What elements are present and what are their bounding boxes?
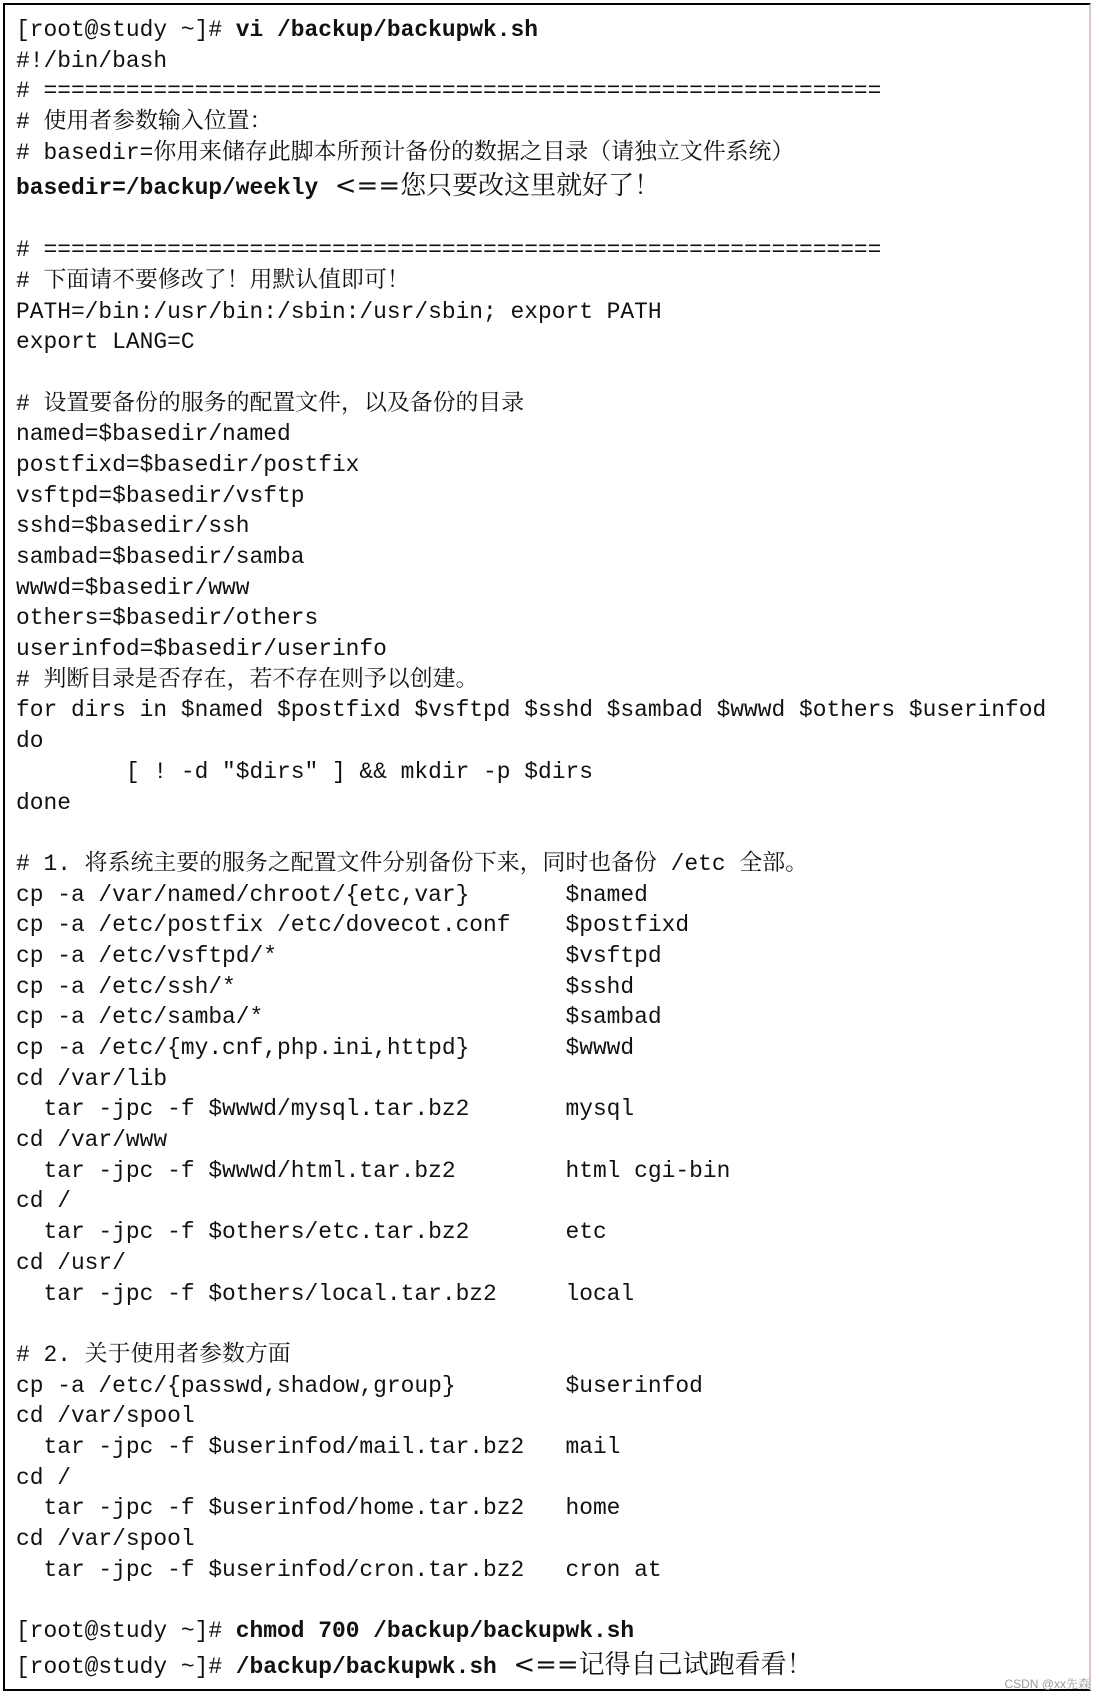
code-text: others=$basedir/others (16, 605, 319, 632)
code-text: named=$basedir/named (16, 421, 291, 448)
code-line (16, 511, 1089, 542)
code-line (16, 204, 1089, 235)
code-line (16, 1524, 1089, 1555)
code-line (16, 910, 1089, 941)
code-line (16, 266, 1089, 297)
code-text: cd / (16, 1188, 71, 1215)
annotation-note: <==您只要改这里就好了！ (318, 171, 661, 202)
watermark: CSDN @xx先森 (1004, 1677, 1090, 1691)
code-line (16, 1555, 1089, 1586)
code-line (16, 1125, 1089, 1156)
terminal-frame (3, 3, 1091, 1691)
code-line (16, 695, 1089, 726)
code-text: do (16, 728, 44, 755)
code-line (16, 1002, 1089, 1033)
code-text: cp -a /etc/samba/* $sambad (16, 1004, 662, 1031)
code-text: cd /var/www (16, 1127, 168, 1154)
code-text: # 2. 关于使用者参数方面 (16, 1341, 291, 1368)
shell-command: vi /backup/backupwk.sh (235, 17, 539, 43)
code-text: tar -jpc -f $userinfod/mail.tar.bz2 mail (16, 1433, 621, 1460)
code-line (16, 1371, 1089, 1402)
code-line (16, 419, 1089, 450)
code-line (16, 1217, 1089, 1248)
code-text: tar -jpc -f $wwwd/html.tar.bz2 html cgi-bin (16, 1157, 731, 1184)
code-text: sambad=$basedir/samba (16, 544, 305, 570)
code-line (16, 1279, 1089, 1310)
code-text: sshd=$basedir/ssh (16, 513, 250, 540)
code-text: cp -a /var/named/chroot/{etc,var} $named (16, 881, 648, 908)
code-line (16, 1094, 1089, 1125)
code-line (16, 542, 1089, 573)
code-line (16, 880, 1089, 911)
code-text: [ ! -d "$dirs" ] && mkdir -p $dirs (16, 758, 593, 785)
code-line (16, 481, 1089, 512)
code-line (16, 1616, 1089, 1647)
code-line (16, 1064, 1089, 1095)
code-text: cd /var/lib (16, 1065, 168, 1092)
code-text: # 下面请不要修改了！用默认值即可！ (16, 267, 410, 294)
code-line (16, 1585, 1089, 1616)
code-text: # 设置要备份的服务的配置文件，以及备份的目录 (16, 390, 525, 417)
code-line (16, 1186, 1089, 1217)
code-line (16, 15, 1089, 46)
code-text: cp -a /etc/{my.cnf,php.ini,httpd} $wwwd (16, 1035, 635, 1061)
code-line (16, 1033, 1089, 1064)
code-text: cd / (16, 1464, 71, 1491)
code-line (16, 1401, 1089, 1432)
code-text: #!/bin/bash (16, 47, 168, 74)
code-line (16, 168, 1089, 204)
code-line (16, 1463, 1089, 1494)
code-text: cp -a /etc/{passwd,shadow,group} $userinfod (16, 1372, 703, 1399)
shell-prompt: [root@study ~]# (16, 17, 236, 43)
code-text: tar -jpc -f $others/local.tar.bz2 local (16, 1280, 635, 1307)
shell-command: chmod 700 /backup/backupwk.sh (235, 1618, 635, 1645)
code-line (16, 46, 1089, 77)
code-line (16, 1156, 1089, 1187)
code-line (16, 726, 1089, 757)
code-line (16, 235, 1089, 266)
code-text: done (16, 789, 71, 816)
code-line (16, 358, 1089, 389)
code-line (16, 1340, 1089, 1371)
code-line (16, 634, 1089, 665)
code-text: cd /var/spool (16, 1403, 195, 1430)
shell-prompt: [root@study ~]# (16, 1653, 236, 1680)
code-text: tar -jpc -f $others/etc.tar.bz2 etc (16, 1219, 607, 1246)
code-line (16, 138, 1089, 169)
code-text: cd /var/spool (16, 1526, 195, 1552)
code-line (16, 818, 1089, 849)
code-line (16, 297, 1089, 328)
code-line (16, 1309, 1089, 1340)
code-line (16, 1493, 1089, 1524)
code-line (16, 1432, 1089, 1463)
code-text: userinfod=$basedir/userinfo (16, 636, 387, 663)
code-line (16, 603, 1089, 634)
code-line (16, 972, 1089, 1003)
code-text: export LANG=C (16, 329, 195, 356)
code-text: for dirs in $named $postfixd $vsftpd $sshd $sambad $wwwd $others $userinfod (16, 697, 1047, 724)
code-line (16, 665, 1089, 696)
config-line: basedir=/backup/weekly (16, 175, 319, 202)
code-text: cp -a /etc/ssh/* $sshd (16, 973, 635, 1000)
code-line (16, 849, 1089, 880)
code-text: wwwd=$basedir/www (16, 574, 250, 601)
code-text: cp -a /etc/postfix /etc/dovecot.conf $postfixd (16, 912, 690, 939)
code-text: # ============================================================= (16, 78, 882, 105)
code-line (16, 1248, 1089, 1279)
code-line (16, 941, 1089, 972)
code-text: tar -jpc -f $userinfod/cron.tar.bz2 cron at (16, 1556, 662, 1583)
code-text: # basedir=你用来储存此脚本所预计备份的数据之目录（请独立文件系统） (16, 139, 795, 166)
code-text: # 判断目录是否存在，若不存在则予以创建。 (16, 666, 479, 693)
code-text: PATH=/bin:/usr/bin:/sbin:/usr/sbin; export PATH (16, 298, 662, 325)
code-text: postfixd=$basedir/postfix (16, 451, 360, 478)
shell-command: /backup/backupwk.sh (235, 1653, 497, 1680)
annotation-note: <==记得自己试跑看看！ (496, 1649, 813, 1680)
code-line (16, 757, 1089, 788)
code-text: # 1. 将系统主要的服务之配置文件分别备份下来，同时也备份 /etc 全部。 (16, 850, 809, 877)
script-listing (16, 15, 1089, 1683)
code-text: # 使用者参数输入位置： (16, 109, 273, 136)
code-text: vsftpd=$basedir/vsftp (16, 482, 305, 509)
code-text: tar -jpc -f $wwwd/mysql.tar.bz2 mysql (16, 1096, 635, 1123)
code-line (16, 1647, 1089, 1683)
code-text: cp -a /etc/vsftpd/* $vsftpd (16, 942, 662, 969)
code-text: # ============================================================= (16, 237, 882, 264)
code-line (16, 788, 1089, 819)
code-line (16, 389, 1089, 420)
code-line (16, 76, 1089, 107)
code-line (16, 327, 1089, 358)
code-line (16, 107, 1089, 138)
code-line (16, 450, 1089, 481)
code-text: tar -jpc -f $userinfod/home.tar.bz2 home (16, 1495, 621, 1522)
shell-prompt: [root@study ~]# (16, 1618, 236, 1645)
code-line (16, 573, 1089, 604)
code-text: cd /usr/ (16, 1249, 126, 1276)
